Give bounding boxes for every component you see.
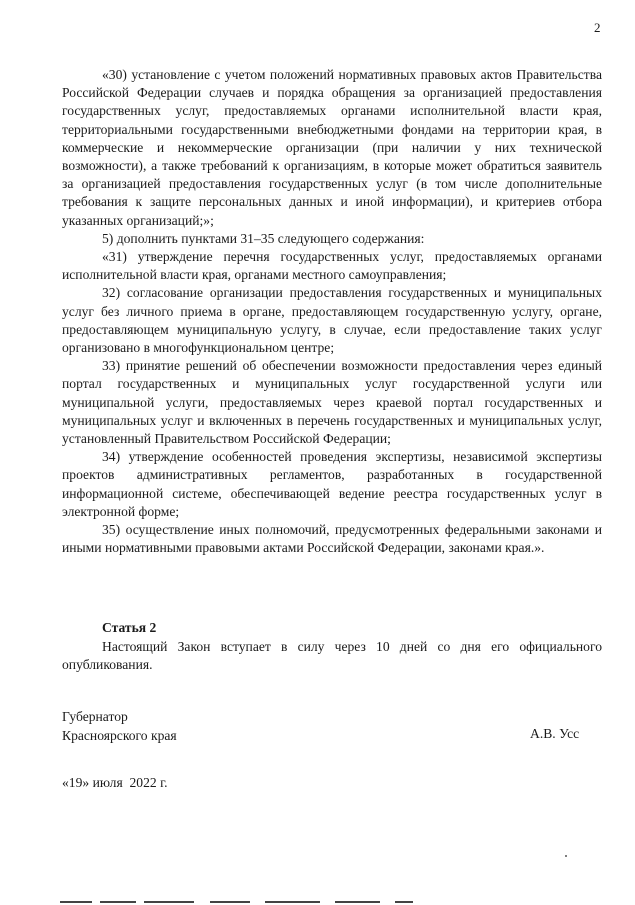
article-heading: Статья 2 (102, 620, 157, 635)
signatory-title-line2: Красноярского края (62, 727, 177, 743)
signing-date: «19» июля 2022 г. (62, 775, 168, 790)
paragraph-item-31: «31) утверждение перечня государственных услуг, предоставляемых органами исполнительной власти края, органами местного самоуправления; (62, 249, 602, 283)
paragraph-item-34: 34) утверждение особенностей проведения экспертизы, независимой экспертизы проектов административных регламентов, разработанных в государственной информационной системе, обеспечивающей ведение реестра государственных услуг в электронной форме; (62, 449, 602, 519)
paragraph-item-35: 35) осуществление иных полномочий, предусмотренных федеральными законами и иными нормативными правовыми актами Российской Федерации, законами края.». (62, 522, 602, 556)
signatory-title (62, 708, 262, 745)
scan-artifact-line (60, 898, 580, 905)
signatory-title-line1: Губернатор (62, 709, 128, 724)
paragraph-item-33: 33) принятие решений об обеспечении возможности предоставления через единый портал государственных и муниципальных услуг государственной услуги или муниципальной услуги, предоставляемых через краевой портал государственных и муниципальных услуг и включенных в перечень государственных и муниципальных услуг, установленный Правительством Российской Федерации; (62, 358, 602, 447)
paragraph-item-32: 32) согласование организации предоставления государственных и муниципальных услуг без личного приема в органе, предоставляющем государственную услугу, органе, предоставляющем муниципальную услугу, в случае, если предоставление таких услуг организовано в многофункциональном центре; (62, 285, 602, 356)
page-number: 2 (594, 20, 601, 35)
paragraph-amendment-5: 5) дополнить пунктами 31–35 следующего содержания: (102, 230, 425, 246)
document-body (62, 66, 602, 557)
paragraph-item-30: «30) установление с учетом положений нормативных правовых актов Правительства Российской Федерации случаев и порядка обращения за организацией предоставления государственных услуг, предоставляемых органами исполнительной власти края, территориальными государственными внебюджетными фондами на территории края, в коммерческие и некоммерческие организации (при наличии у них технической возможности), а также требований к организациям, в которые может обратиться заявитель за организацией предоставления государственных услуг (в том числе дополнительные требования к защите персональных данных и иной информации), и критериев отбора указанных организаций;»; (62, 67, 602, 228)
article-text: Настоящий Закон вступает в силу через 10 дней со дня его официального опубликования. (62, 639, 602, 673)
scan-speck (565, 855, 567, 857)
signatory-name: А.В. Усс (530, 726, 580, 741)
